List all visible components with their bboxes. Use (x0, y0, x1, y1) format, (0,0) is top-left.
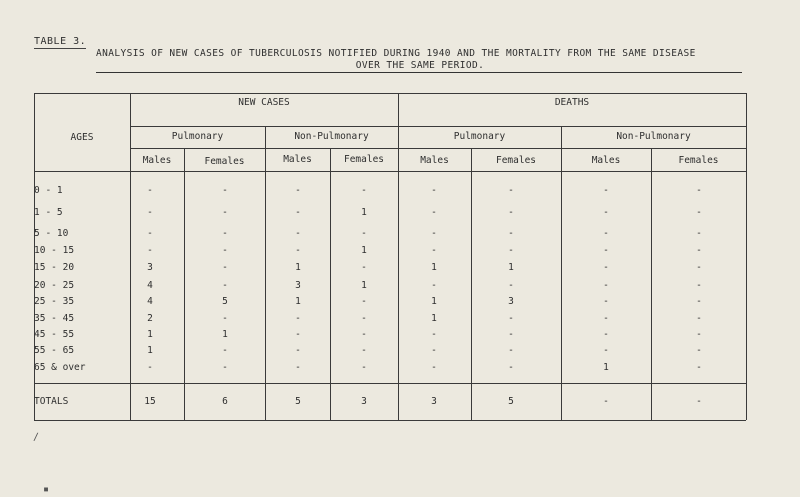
table-cell: 1 (295, 296, 301, 307)
margin-mark: ∕ (33, 432, 40, 443)
table-cell: - (508, 185, 514, 196)
table-cell: - (431, 185, 437, 196)
sex-divider-4 (651, 148, 652, 420)
table-top-border (34, 93, 746, 94)
row-age-label: 15 - 20 (34, 262, 75, 273)
table-cell: - (508, 329, 514, 340)
totals-top-border (34, 383, 746, 384)
header-bottom-border (34, 171, 746, 172)
totals-cell: 5 (295, 396, 301, 407)
margin-mark: ▪ (43, 484, 50, 495)
row-age-label: 35 - 45 (34, 313, 75, 324)
table-cell: - (147, 362, 153, 373)
table-cell: - (696, 313, 702, 324)
table-cell: - (696, 185, 702, 196)
totals-label: TOTALS (34, 396, 69, 407)
table-cell: - (431, 207, 437, 218)
table-cell: - (222, 280, 228, 291)
deaths-header: DEATHS (554, 97, 590, 108)
table-cell: - (603, 345, 609, 356)
sex-divider-3 (471, 148, 472, 420)
table-cell: 1 (295, 262, 301, 273)
table-cell: - (431, 245, 437, 256)
males-header: Males (142, 155, 172, 166)
table-cell: 3 (147, 262, 153, 273)
males-header: Males (420, 155, 449, 166)
totals-cell: 3 (361, 396, 367, 407)
table-cell: - (361, 329, 367, 340)
table-cell: - (222, 185, 228, 196)
deaths-non-pulmonary-header: Non-Pulmonary (616, 131, 691, 142)
table-cell: - (603, 262, 609, 273)
title-line-1: ANALYSIS OF NEW CASES OF TUBERCULOSIS NOTIFIED DURING 1940 AND THE MORTALITY FROM THE SAME DISEASE (96, 48, 696, 59)
table-cell: 2 (147, 313, 153, 324)
table-cell: - (295, 228, 301, 239)
new-pulmonary-divider (265, 126, 266, 420)
table-cell: - (147, 185, 153, 196)
row-age-label: 5 - 10 (34, 228, 69, 239)
table-cell: - (696, 245, 702, 256)
title-line-2: OVER THE SAME PERIOD. (355, 60, 485, 71)
new-non-pulmonary-header: Non-Pulmonary (294, 131, 369, 142)
table-cell: - (603, 280, 609, 291)
table-cell: - (222, 362, 228, 373)
totals-cell: - (603, 396, 609, 407)
totals-cell: 6 (222, 396, 228, 407)
new-cases-header: NEW CASES (238, 97, 290, 108)
sex-divider-1 (184, 148, 185, 420)
table-cell: - (147, 245, 153, 256)
new-pulmonary-header: Pulmonary (171, 131, 224, 142)
table-cell: - (361, 185, 367, 196)
table-right-border (746, 93, 747, 420)
table-cell: - (603, 207, 609, 218)
table-cell: - (147, 228, 153, 239)
table-cell: 3 (295, 280, 301, 291)
table-cell: - (361, 262, 367, 273)
table-cell: - (508, 345, 514, 356)
table-cell: 1 (147, 329, 153, 340)
table-cell: 1 (431, 296, 437, 307)
table-cell: - (295, 329, 301, 340)
row-age-label: 10 - 15 (34, 245, 75, 256)
table-cell: - (295, 345, 301, 356)
table-bottom-border (34, 420, 746, 421)
row-age-label: 0 - 1 (34, 185, 63, 196)
table-cell: - (431, 280, 437, 291)
table-cell: - (361, 228, 367, 239)
table-cell: 1 (431, 262, 437, 273)
row-age-label: 45 - 55 (34, 329, 75, 340)
sex-divider-2 (330, 148, 331, 420)
deaths-pulmonary-header: Pulmonary (453, 131, 506, 142)
table-cell: - (696, 362, 702, 373)
table-cell: - (603, 313, 609, 324)
row-age-label: 25 - 35 (34, 296, 75, 307)
table-cell: - (508, 280, 514, 291)
table-cell: 1 (361, 280, 367, 291)
table-cell: - (603, 228, 609, 239)
table-cell: - (431, 329, 437, 340)
table-cell: - (222, 245, 228, 256)
table-cell: - (603, 245, 609, 256)
ages-header: AGES (70, 132, 94, 143)
table-cell: 1 (222, 329, 228, 340)
totals-cell: 15 (144, 396, 156, 407)
table-cell: - (147, 207, 153, 218)
totals-cell: - (696, 396, 702, 407)
table-cell: - (222, 345, 228, 356)
table-cell: - (222, 228, 228, 239)
totals-cell: 3 (431, 396, 437, 407)
totals-cell: 5 (508, 396, 514, 407)
table-cell: - (508, 207, 514, 218)
table-cell: - (603, 296, 609, 307)
table-cell: - (222, 207, 228, 218)
row-age-label: 20 - 25 (34, 280, 75, 291)
table-cell: - (295, 245, 301, 256)
females-header: Females (343, 154, 385, 165)
row-age-label: 65 & over (34, 362, 86, 373)
table-cell: - (361, 313, 367, 324)
females-header: Females (495, 155, 537, 166)
table-cell: - (361, 362, 367, 373)
table-cell: - (295, 313, 301, 324)
deaths-pulmonary-divider (561, 126, 562, 420)
table-cell: - (696, 345, 702, 356)
table-cell: - (361, 296, 367, 307)
table-cell: - (295, 362, 301, 373)
table-cell: 1 (603, 362, 609, 373)
table-cell: - (696, 280, 702, 291)
table-cell: - (696, 262, 702, 273)
table-label: TABLE 3. (34, 36, 87, 47)
table-cell: - (431, 345, 437, 356)
table-cell: - (295, 185, 301, 196)
table-cell: 4 (147, 296, 153, 307)
table-cell: - (603, 185, 609, 196)
row-age-label: 1 - 5 (34, 207, 63, 218)
header-rule-2 (130, 148, 746, 149)
males-header: Males (591, 155, 621, 166)
table-cell: - (508, 228, 514, 239)
table-cell: - (222, 313, 228, 324)
table-cell: - (508, 313, 514, 324)
table-cell: 4 (147, 280, 153, 291)
table-cell: - (603, 329, 609, 340)
table-cell: - (222, 262, 228, 273)
table-cell: - (361, 345, 367, 356)
row-age-label: 55 - 65 (34, 345, 75, 356)
table-cell: - (431, 362, 437, 373)
table-cell: - (508, 362, 514, 373)
table-cell: 1 (508, 262, 514, 273)
table-cell: - (295, 207, 301, 218)
table-cell: 1 (361, 245, 367, 256)
table-cell: - (431, 228, 437, 239)
table-cell: - (696, 296, 702, 307)
table-cell: 5 (222, 296, 228, 307)
table-cell: - (508, 245, 514, 256)
header-rule-1 (130, 126, 746, 127)
table-cell: 3 (508, 296, 514, 307)
females-header: Females (678, 155, 719, 166)
table-cell: - (696, 228, 702, 239)
table-cell: - (696, 207, 702, 218)
table-cell: - (696, 329, 702, 340)
table-cell: 1 (147, 345, 153, 356)
females-header: Females (204, 156, 245, 167)
table-cell: 1 (431, 313, 437, 324)
table-cell: 1 (361, 207, 367, 218)
males-header: Males (283, 154, 312, 165)
